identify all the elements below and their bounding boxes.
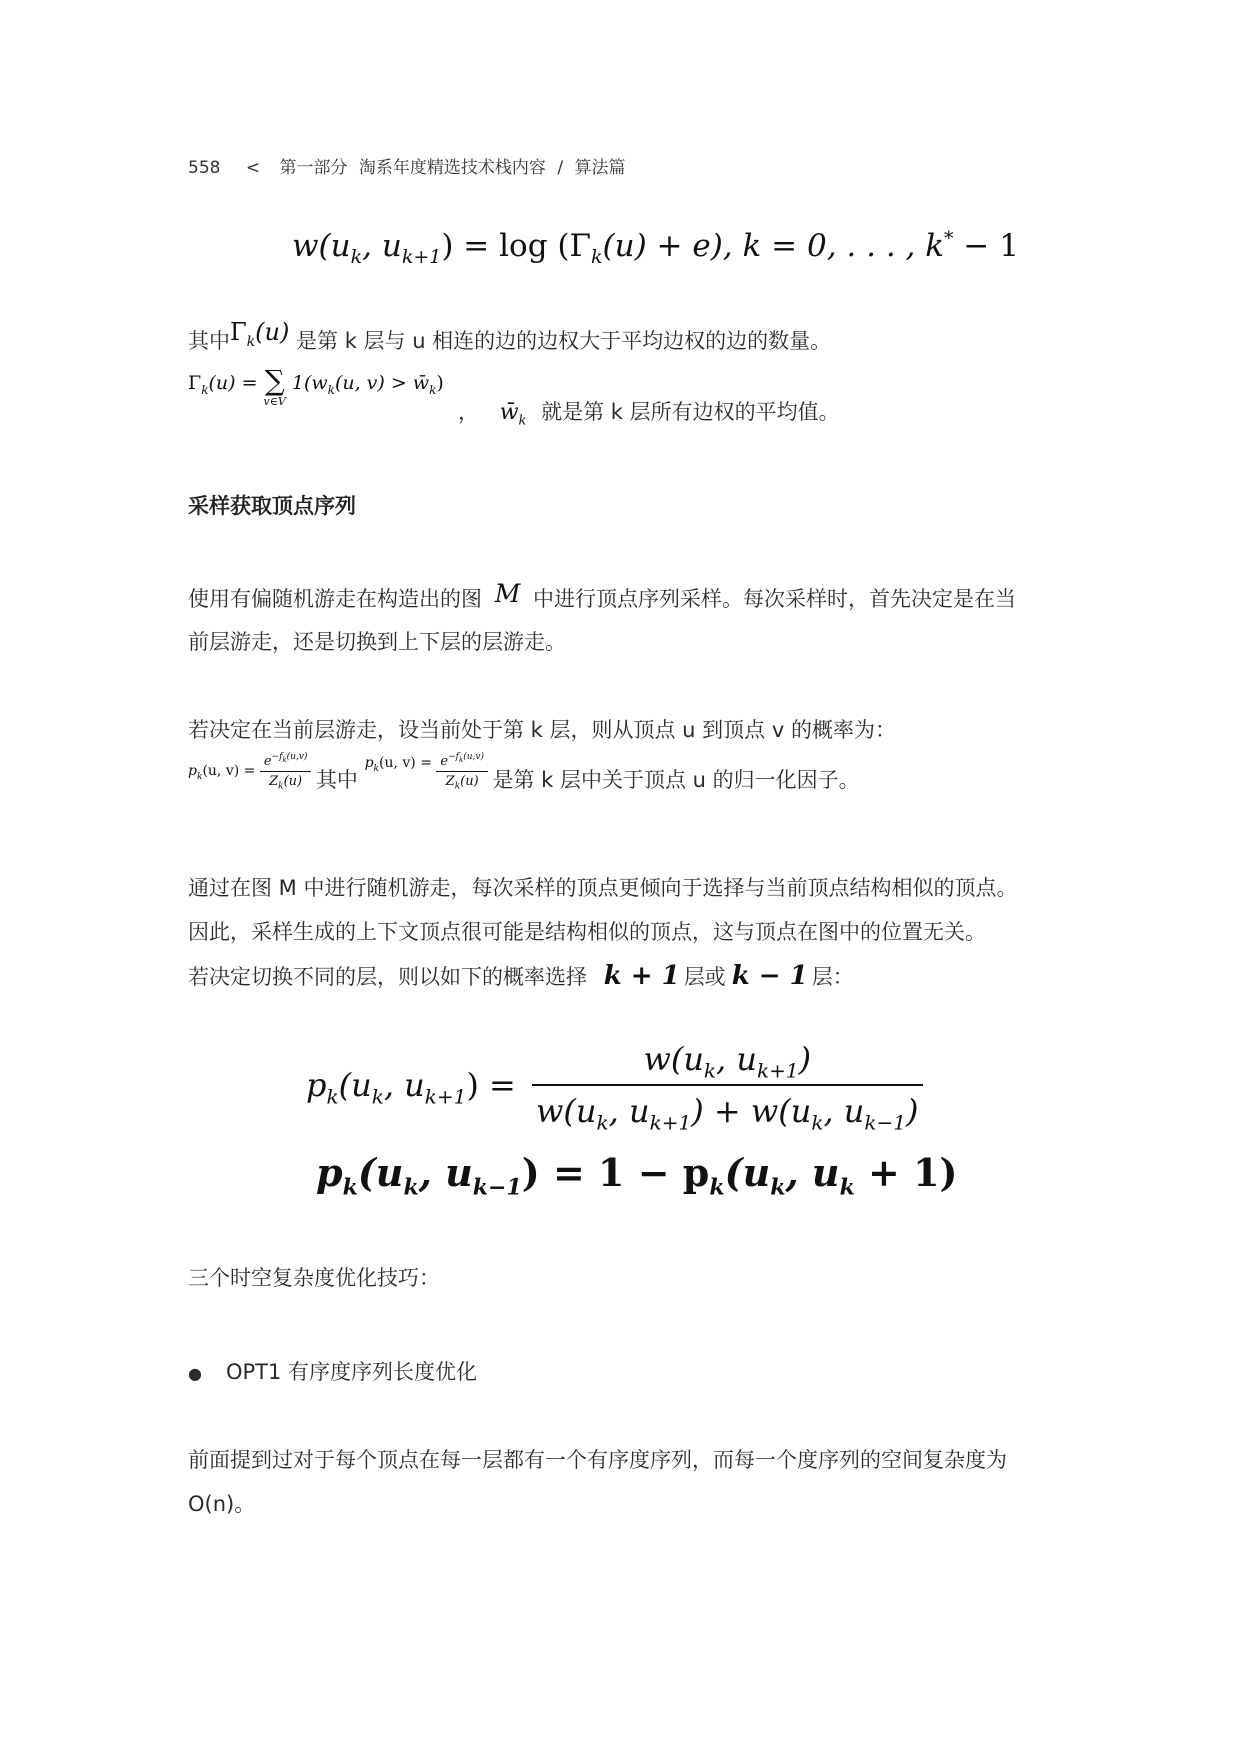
header-slash: /	[557, 158, 564, 178]
paragraph-degree-sequence-line2: O(n)。	[188, 1492, 256, 1516]
list-item-opt1: ● OPT1 有序度序列长度优化	[188, 1360, 478, 1384]
running-header	[188, 153, 631, 178]
equation-edge-weight: $w(u_k$, $u_{k+1}) = \log (\Gamma_k(u) + e)$, k = 0, . . . , k* − 1	[292, 227, 1019, 269]
paragraph-optimization-intro: 三个时空复杂度优化技巧：	[188, 1266, 440, 1290]
graph-m-symbol: M	[494, 579, 521, 608]
paragraph-switch-layer: 若决定切换不同的层，则以如下的概率选择 k + 1 层或 k − 1 层：	[188, 961, 854, 991]
k-minus-1: k − 1	[731, 961, 808, 991]
paragraph-probability-formula: $p_k(u$, v) = $\frac{e^{-f_k(u,v)}}{Z_k(u)}$ 其中 $^{p_k(u, v) = \frac{e^{-f_k(u,v)}}{Z_k(u)}}$ 是第 k 层中关于顶点 u 的归一化因子。	[188, 752, 860, 792]
paragraph-random-walk: 通过在图 M 中进行随机游走，每次采样的顶点更倾向于选择与当前顶点结构相似的顶点。	[188, 876, 1018, 900]
header-chapter: 算法篇	[574, 158, 626, 178]
bullet-marker: ●	[188, 1364, 202, 1383]
gamma-symbol: $\Gamma_k(u)$	[230, 318, 290, 350]
equation-layer-up: $p_k(u_k$, $u_{k+1}$) = $\frac{w(u_k, u_{k+1})}{w(u_k, u_{k+1}) + w(u_k, u_{k-1})}$	[306, 1040, 923, 1130]
page-number: 558	[188, 158, 221, 178]
section-heading-sampling: 采样获取顶点序列	[188, 494, 356, 518]
paragraph-biased-walk-line2: 前层游走，还是切换到上下层的层游走。	[188, 630, 566, 654]
paragraph-gamma-definition: 其中$\Gamma_k(u)$ 是第 k 层与 u 相连的边的边权大于平均边权的边的数量。	[188, 318, 832, 353]
formula-pk-1: $p_k(u$, v) = $\frac{e^{-f_k(u,v)}}{Z_k(u)}$	[188, 763, 316, 779]
header-part: 第一部分	[279, 158, 348, 178]
paragraph-average-weight: ， $w̄_k$ 就是第 k 层所有边权的平均值。	[458, 400, 840, 429]
paragraph-biased-walk: 使用有偏随机游走在构造出的图 M 中进行顶点序列采样。每次采样时，首先决定是在当	[188, 579, 1016, 611]
wbar-symbol: $w̄_k$	[499, 400, 527, 429]
paragraph-current-layer: 若决定在当前层游走，设当前处于第 k 层，则从顶点 u 到顶点 v 的概率为：	[188, 718, 896, 742]
formula-pk-2: pk(u, v) = e−fk(u,v) Zk(u)	[365, 755, 493, 771]
header-book: 淘系年度精选技术栈内容	[358, 158, 546, 178]
paragraph-degree-sequence: 前面提到过对于每个顶点在每一层都有一个有序度序列，而每一个度序列的空间复杂度为	[188, 1448, 1007, 1472]
equation-gamma-sum: $\Gamma_k(u)$ = ∑ v∈V $1(w_k(u$, $v) > w̄_k$)	[188, 364, 444, 408]
header-separator: <	[245, 158, 261, 178]
equation-layer-down: $p_k(u_k$, $u_{k-1}) = 1 - p_k(u_k$, $u_k + 1$)	[316, 1150, 958, 1201]
paragraph-context-vertices: 因此，采样生成的上下文顶点很可能是结构相似的顶点，这与顶点在图中的位置无关。	[188, 920, 986, 944]
k-plus-1: k + 1	[603, 961, 680, 991]
